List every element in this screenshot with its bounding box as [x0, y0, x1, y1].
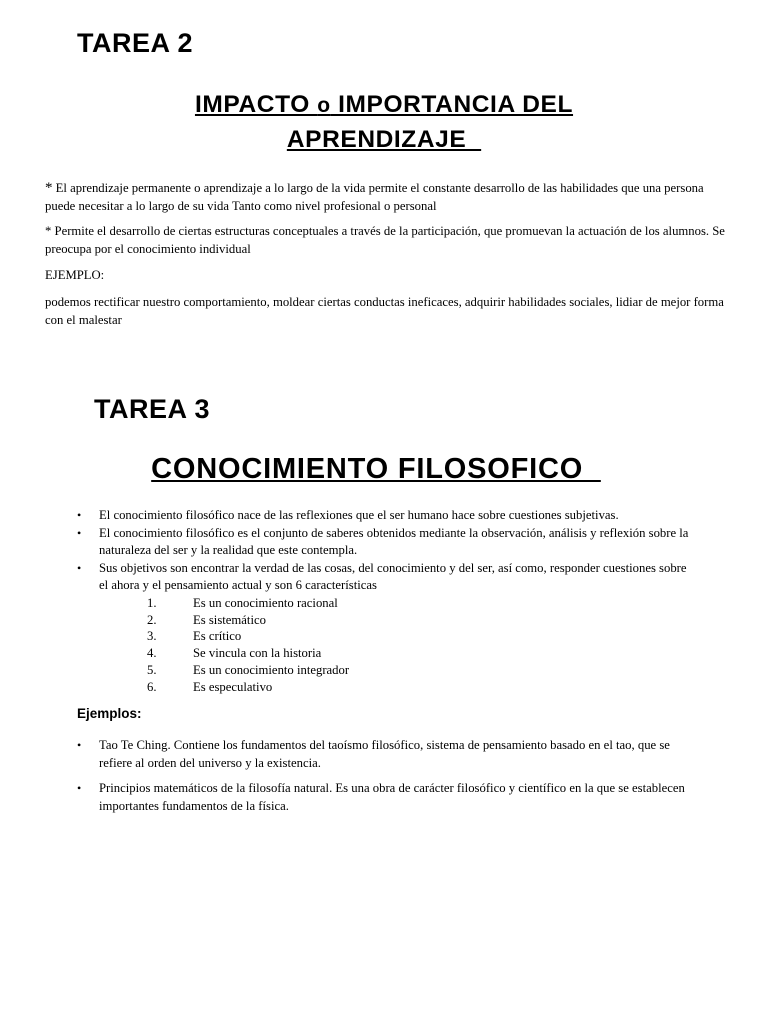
item-number: 4. — [147, 646, 157, 661]
bullet-icon: • — [77, 508, 82, 522]
bullet-icon: • — [77, 560, 82, 575]
numbered-item — [147, 645, 349, 662]
tarea3-title: TAREA 3 — [94, 394, 211, 424]
list-item-text: El conocimiento filosófico nace de las reflexiones que el ser humano hace sobre cuestiones subjetivas. — [99, 508, 619, 522]
item-number: 1. — [147, 596, 157, 610]
item-number: 5. — [147, 662, 157, 677]
tarea2-title: TAREA 2 — [77, 28, 194, 58]
list-item-text: Tao Te Ching. Contiene los fundamentos del taoísmo filosófico, sistema de pensamiento basado en el tao, que se refiere al orden del universo y la existencia. — [99, 738, 670, 770]
tarea2-heading-line2: APRENDIZAJE — [286, 126, 482, 153]
list-item-text: Principios matemáticos de la filosofía natural. Es una obra de carácter filosófico y científico en la que se establecen importantes fundamentos de la física. — [99, 781, 685, 813]
tarea2-paragraph-2: * Permite el desarrollo de ciertas estructuras conceptuales a través de la participación, que promuevan la actuación de los alumnos. Se preocupa por el conocimiento individual — [45, 224, 725, 256]
examples-label: Ejemplos: — [77, 706, 142, 721]
tarea3-heading: CONOCIMIENTO FILOSOFICO — [151, 453, 601, 485]
item-text: Se vincula con la historia — [193, 646, 322, 661]
list-item-text: El conocimiento filosófico es el conjunto de saberes obtenidos mediante la observación, análisis y reflexión sobre la naturaleza del ser y la realidad que este contempla. — [99, 525, 689, 557]
item-text: Es crítico — [193, 629, 242, 644]
item-text: Es especulativo — [193, 679, 273, 694]
item-text: Es sistemático — [193, 612, 266, 627]
tarea2-heading — [0, 88, 768, 157]
tarea2-heading-part2: IMPORTANCIA DEL — [330, 91, 574, 118]
numbered-item — [147, 679, 349, 696]
item-number: 6. — [147, 679, 157, 694]
list-item — [77, 560, 697, 595]
tarea2-heading-part1: IMPACTO — [194, 91, 318, 118]
asterisk: * — [45, 180, 53, 196]
examples-list — [77, 737, 697, 815]
tarea2-ejemplo-label: EJEMPLO: — [45, 268, 105, 282]
list-item-text: Sus objetivos son encontrar la verdad de las cosas, del conocimiento y del ser, así como, responder cuestiones sobre el ahora y el pensamiento actual y son 6 características — [99, 560, 687, 592]
item-text: Es un conocimiento integrador — [193, 662, 350, 677]
item-number: 2. — [147, 612, 157, 627]
list-item — [77, 507, 697, 525]
tarea3-numbered-list — [147, 595, 349, 695]
numbered-item — [147, 612, 349, 629]
item-text: Es un conocimiento racional — [193, 596, 338, 610]
numbered-item — [147, 595, 349, 612]
tarea2-heading-o: o — [317, 94, 331, 117]
tarea3-bullet-list — [77, 507, 697, 595]
bullet-icon: • — [77, 525, 82, 540]
numbered-item — [147, 662, 349, 679]
tarea2-paragraph-1 — [45, 179, 725, 215]
bullet-icon: • — [77, 781, 82, 795]
list-item — [77, 525, 697, 560]
numbered-item — [147, 628, 349, 645]
list-item — [77, 780, 697, 815]
tarea2-paragraph-1-text: El aprendizaje permanente o aprendizaje a lo largo de la vida permite el constante desarrollo de las habilidades que una persona puede necesitar a lo largo de su vida Tanto como nivel profesional o personal — [45, 181, 704, 213]
item-number: 3. — [147, 629, 157, 644]
tarea2-ejemplo-text: podemos rectificar nuestro comportamiento, moldear ciertas conductas ineficaces, adquirir habilidades sociales, lidiar de mejor forma con el malestar — [45, 295, 724, 327]
bullet-icon: • — [77, 738, 82, 752]
list-item — [77, 737, 697, 772]
